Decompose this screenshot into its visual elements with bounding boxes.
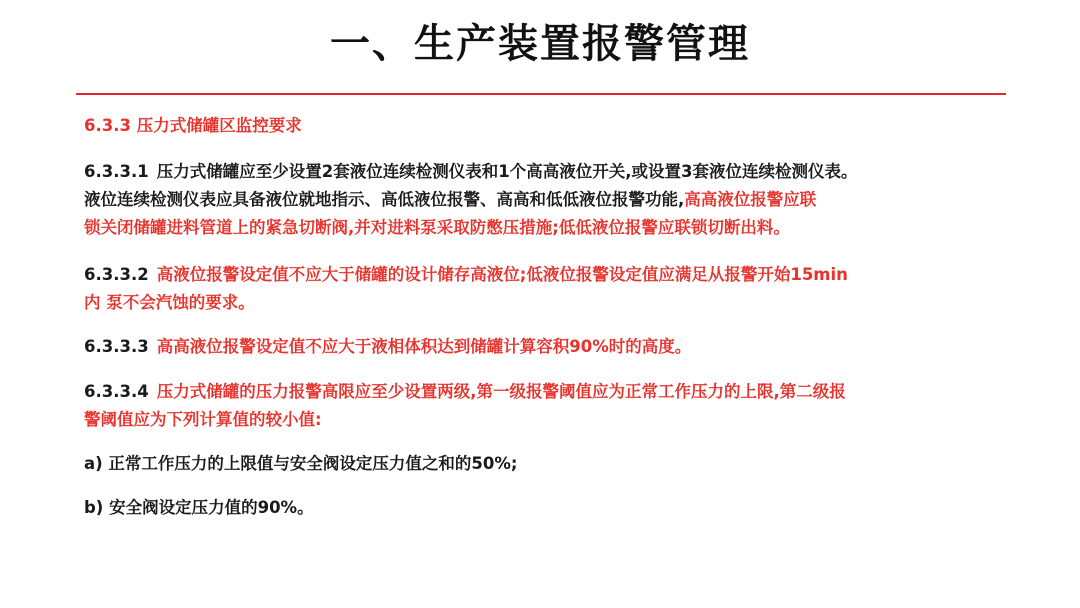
clause-text-highlight: 警阈值应为下列计算值的较小值: bbox=[84, 410, 322, 429]
clause-line bbox=[84, 186, 1014, 214]
clause-line bbox=[84, 158, 1014, 186]
clause-line bbox=[84, 406, 1014, 434]
clause-line bbox=[84, 214, 1014, 242]
clause-6-3-3-4 bbox=[84, 378, 1014, 434]
clause-6-3-3-1 bbox=[84, 158, 1014, 242]
clause-6-3-3-3 bbox=[84, 333, 1014, 361]
clause-line bbox=[84, 261, 1014, 289]
section-heading: 6.3.3 压力式储罐区监控要求 bbox=[84, 116, 302, 135]
slide-content bbox=[84, 112, 1014, 522]
clause-text-highlight: 锁关闭储罐进料管道上的紧急切断阀,并对进料泵采取防憋压措施;低低液位报警应联锁切断出料。 bbox=[84, 218, 790, 237]
clause-number: 6.3.3.1 bbox=[84, 162, 149, 181]
clause-line bbox=[84, 289, 1014, 317]
clause-number: 6.3.3.3 bbox=[84, 337, 149, 356]
clause-line bbox=[84, 378, 1014, 406]
clause-text: 压力式储罐应至少设置2套液位连续检测仪表和1个高高液位开关,或设置3套液位连续检测仪表。 bbox=[156, 162, 858, 181]
clause-number: 6.3.3.4 bbox=[84, 382, 149, 401]
clause-text-highlight: 压力式储罐的压力报警高限应至少设置两级,第一级报警阈值应为正常工作压力的上限,第二级报 bbox=[156, 382, 846, 401]
clause-text-highlight: 高液位报警设定值不应大于储罐的设计储存高液位;低液位报警设定值应满足从报警开始15min bbox=[156, 265, 848, 284]
list-item-b: b) 安全阀设定压力值的90%。 bbox=[84, 498, 314, 517]
title-divider bbox=[76, 93, 1006, 95]
clause-text-highlight: 内 泵不会汽蚀的要求。 bbox=[84, 293, 255, 312]
clause-text: 液位连续检测仪表应具备液位就地指示、高低液位报警、高高和低低液位报警功能, bbox=[84, 190, 685, 209]
clause-6-3-3-2 bbox=[84, 261, 1014, 317]
list-item-a: a) 正常工作压力的上限值与安全阀设定压力值之和的50%; bbox=[84, 454, 518, 473]
slide-title: 一、生产装置报警管理 bbox=[330, 21, 750, 67]
clause-text-highlight: 高高液位报警应联 bbox=[684, 190, 817, 209]
clause-text-highlight: 高高液位报警设定值不应大于液相体积达到储罐计算容积90%时的高度。 bbox=[156, 337, 692, 356]
clause-number: 6.3.3.2 bbox=[84, 265, 149, 284]
